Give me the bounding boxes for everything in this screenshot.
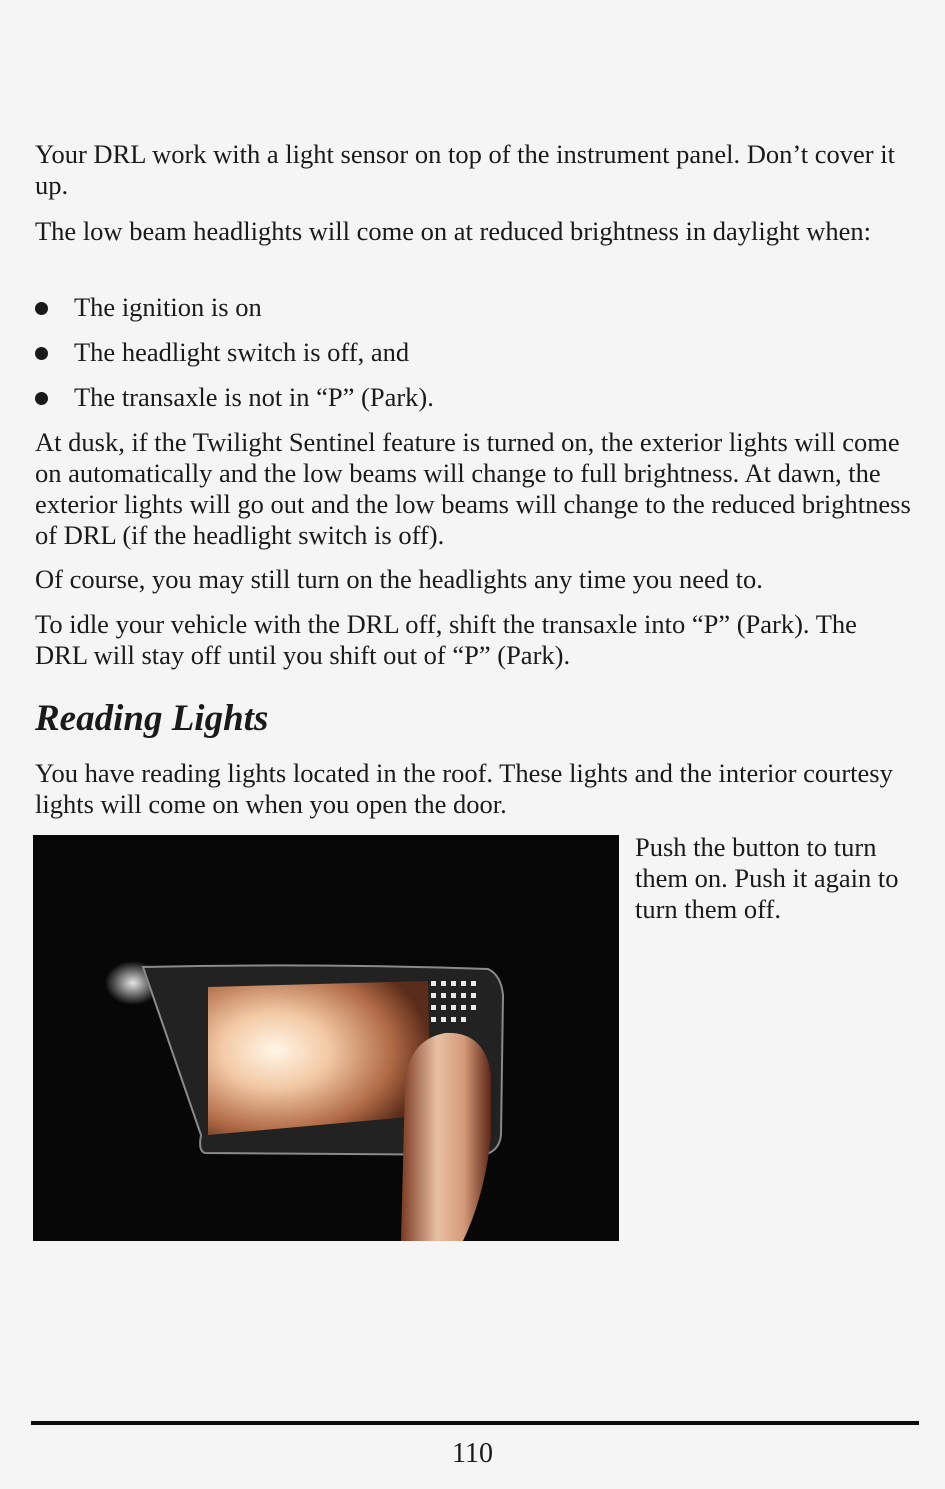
page-number: 110 xyxy=(452,1438,493,1469)
reading-light-photo xyxy=(33,835,619,1241)
footer-rule xyxy=(31,1421,919,1425)
headlights-paragraph: Of course, you may still turn on the headlights any time you need to. xyxy=(35,564,763,594)
bullet-icon xyxy=(35,347,48,360)
idle-drl-paragraph: To idle your vehicle with the DRL off, shift the transaxle into “P” (Park). The DRL will stay off until you shift out of “P” (Park). xyxy=(35,609,857,670)
bullet-icon xyxy=(35,302,48,315)
reading-lights-paragraph: You have reading lights located in the roof. These lights and the interior courtesy lights will come on when you open the door. xyxy=(35,758,893,819)
list-item-text: The headlight switch is off, and xyxy=(74,337,410,367)
list-item-text: The transaxle is not in “P” (Park). xyxy=(74,382,434,412)
section-heading: Reading Lights xyxy=(35,698,269,739)
drl-sensor-paragraph: Your DRL work with a light sensor on top of the instrument panel. Don’t cover it up. xyxy=(35,139,895,200)
photo-caption: Push the button to turn them on. Push it again to turn them off. xyxy=(635,832,899,924)
reading-light-illustration xyxy=(33,835,619,1241)
low-beam-paragraph: The low beam headlights will come on at reduced brightness in daylight when: xyxy=(35,216,872,246)
bullet-icon xyxy=(35,392,48,405)
finger xyxy=(401,1033,491,1241)
lamp-lens xyxy=(208,981,431,1135)
twilight-sentinel-paragraph: At dusk, if the Twilight Sentinel feature is turned on, the exterior lights will come on automatically and the low beams will change to full brightness. At dawn, the exterior lights will go out and the low beams will change to the reduced brightness of DRL (if the headlight switch is off). xyxy=(35,427,911,550)
list-item-text: The ignition is on xyxy=(74,292,262,322)
